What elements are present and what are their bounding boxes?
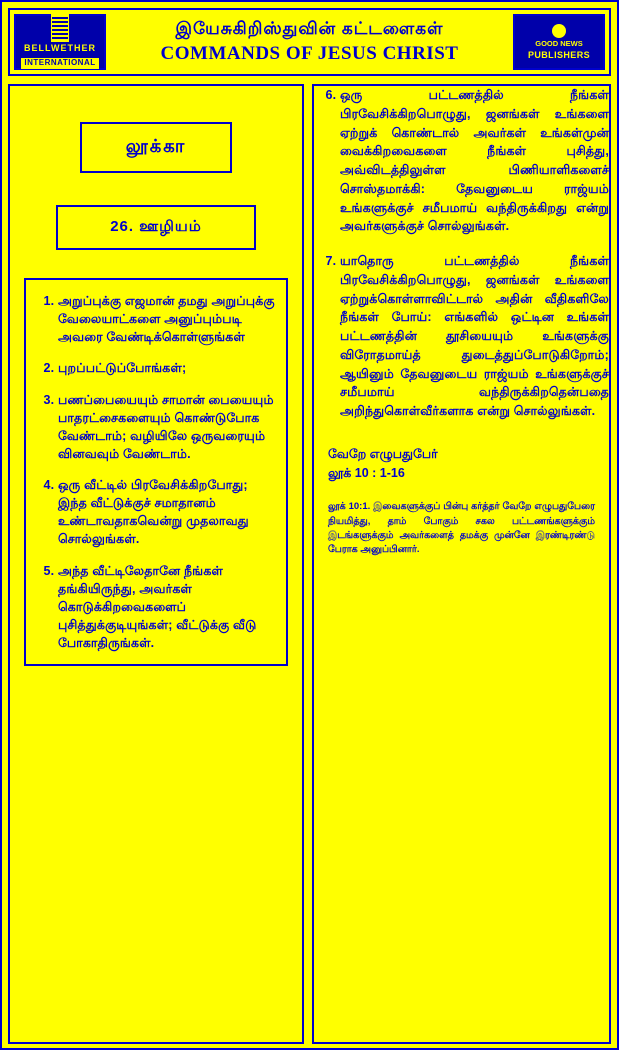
logo-left-line1: BELLWETHER — [23, 42, 96, 53]
book-label: லூக்கா — [80, 122, 232, 173]
logo-right-line1: GOOD NEWS — [535, 38, 583, 48]
logo-right-line2: PUBLISHERS — [527, 50, 590, 61]
list-item: 5. அந்த வீட்டிலேதானே நீங்கள் தங்கியிருந்து, அவர்கள் கொடுக்கிறவைகளைப் புசித்துக்குடியுங்கள்; வீட்டுக்கு வீடு போகாதிருங்கள். — [58, 562, 276, 653]
bellwether-international-logo — [14, 14, 106, 70]
logo-left-line2: INTERNATIONAL — [21, 58, 98, 68]
left-column — [8, 84, 304, 1044]
page-title — [110, 10, 509, 74]
page-header — [8, 8, 611, 76]
commands-list — [36, 292, 276, 652]
title-english: COMMANDS OF JESUS CHRIST — [160, 43, 459, 65]
list-item: 4. ஒரு வீட்டில் பிரவேசிக்கிறபோது; இந்த வீட்டுக்குச் சமாதானம் உண்டாவதாகவென்று முதலாவது சொல்லுங்கள். — [58, 476, 276, 549]
footnote-text: லூக் 10:1. இவைகளுக்குப் பின்பு கர்த்தர் வேறே எழுபதுபேரை நியமித்து, தாம் போகும் சகல பட்டணங்களுக்கும் இடங்களுக்கும் அவர்களைத் தமக்கு முன்னே இரண்டிரண்டு பேராக அனுப்பினார். — [328, 501, 595, 555]
reference-line1: வேறே எழுபதுபேர் — [328, 446, 438, 461]
good-news-publishers-logo — [513, 14, 605, 70]
sun-icon — [552, 24, 566, 38]
topic-label: 26. ஊழியம் — [56, 205, 256, 250]
list-item: 7. யாதொரு பட்டணத்தில் நீங்கள் பிரவேசிக்கிறபொழுது, ஜனங்கள் உங்களை ஏற்றுக்கொள்ளாவிட்டால் அதின் வீதிகளிலே நீங்கள் போய்: எங்களில் ஒட்டின உங்கள் பட்டணத்தின் தூசியையும் உங்களுக்கு விரோதமாய்த் துடைத்துப்போடுகிறோம்; ஆயினும் தேவனுடைய ராஜ்யம் உங்களுக்குச் சமீபமாய் வந்திருக்கிறதென்பதை அறிந்துகொள்வீர்களாக என்று சொல்லுங்கள். — [340, 252, 609, 421]
bell-emblem-icon — [51, 14, 69, 42]
right-column — [312, 84, 611, 1044]
reference-heading — [328, 445, 595, 483]
list-item: 2. புறப்பட்டுப்போங்கள்; — [58, 359, 276, 377]
list-item: 3. பணப்பையையும் சாமான் பையையும் பாதரட்சைகளையும் கொண்டுபோக வேண்டாம்; வழியிலே ஒருவரையும் வினவவும் வேண்டாம். — [58, 391, 276, 464]
list-item: 6. ஒரு பட்டணத்தில் நீங்கள் பிரவேசிக்கிறபொழுது, ஜனங்கள் உங்களை ஏற்றுக் கொண்டால் அவர்கள் உங்கள்முன் வைக்கிறவைகளை நீங்கள் புசித்து, அவ்விடத்திலுள்ள பிணியாளிகளைச் சொஸ்தமாக்கி: தேவனுடைய ராஜ்யம் உங்களுக்குச் சமீபமாய் வந்திருக்கிறது என்று அவர்களுக்குச் சொல்லுங்கள். — [340, 86, 609, 236]
title-tamil: இயேசுகிறிஸ்துவின் கட்டளைகள் — [175, 18, 444, 38]
commands-list-continued — [314, 86, 609, 421]
reference-line2: லூக் 10 : 1-16 — [328, 465, 405, 480]
list-item: 1. அறுப்புக்கு எஜமான் தமது அறுப்புக்கு வேலையாட்களை அனுப்பும்படி அவரை வேண்டிக்கொள்ளுங்கள் — [58, 292, 276, 346]
commands-list-box — [24, 278, 288, 666]
